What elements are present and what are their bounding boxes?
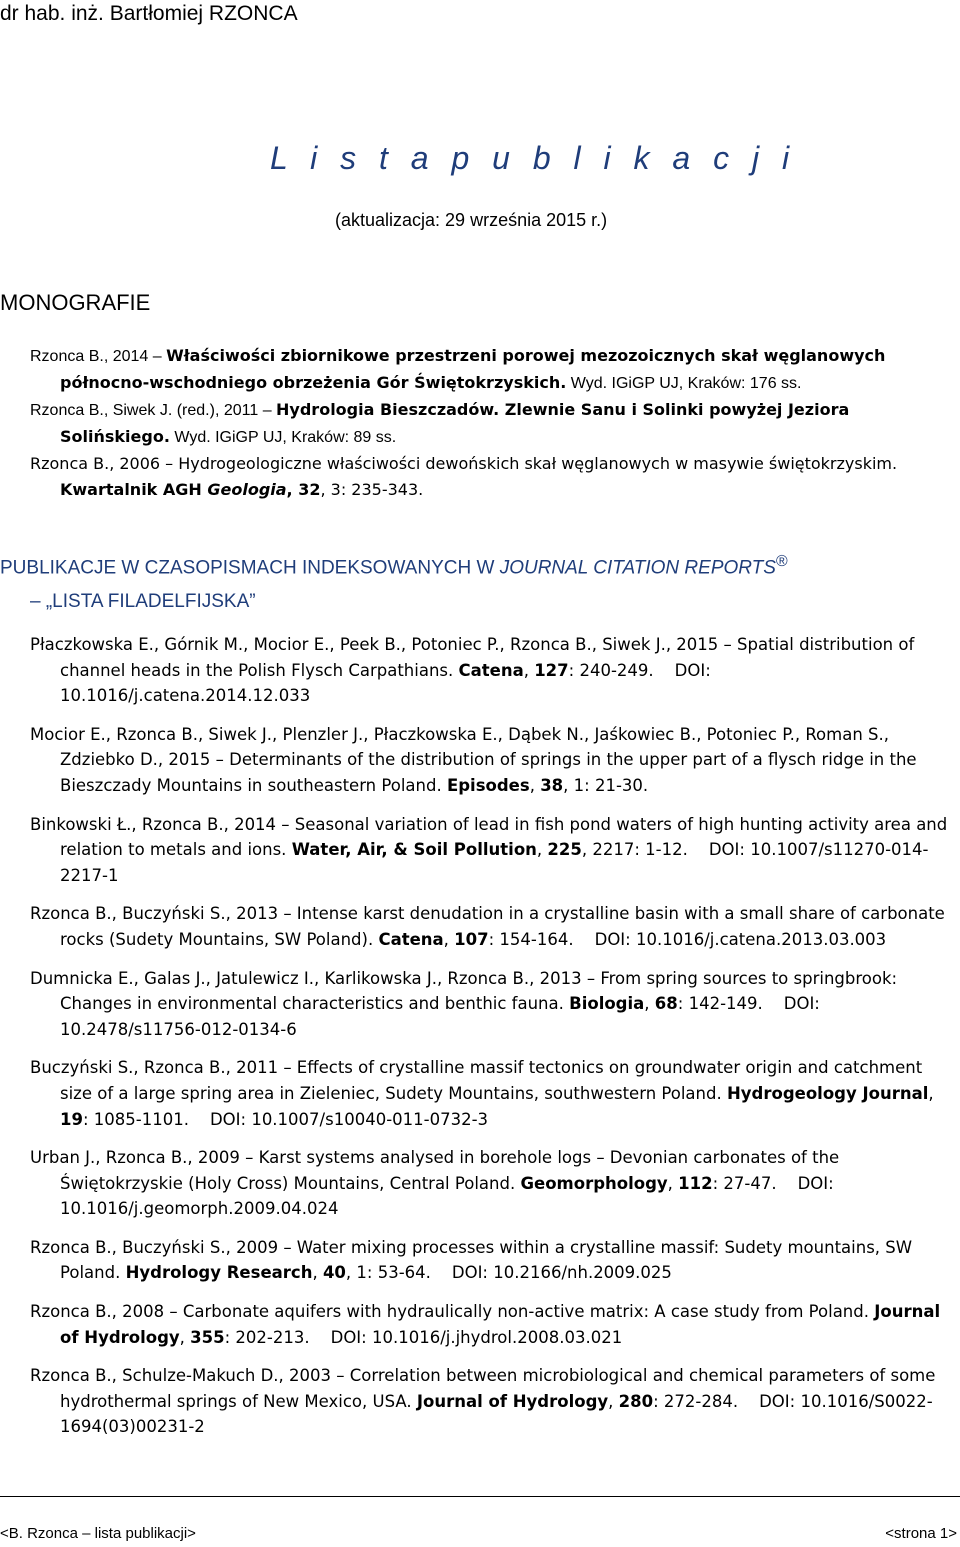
publication-pages: : 202-213. [224,1327,310,1347]
publication-doi: DOI: 10.2478/s11756-012-0134-6 [60,994,820,1039]
entry-pages: , 3: 235-343. [320,480,424,499]
publication-journal: Journal of Hydrology [416,1391,609,1411]
publication-doi: DOI: 10.2166/nh.2009.025 [451,1263,672,1283]
publication-pages: : 240-249. [568,660,654,680]
publication-text: Rzonca B., 2008 – Carbonate aquifers with hydraulically non-active matrix: A case study from Poland. [30,1302,869,1322]
entry-text: Rzonca B., 2006 – Hydrogeologiczne właściwości dewońskich skał węglanowych w masywie świętokrzyskim. [30,454,898,473]
publication-doi: DOI: 10.1016/j.catena.2014.12.033 [60,660,711,706]
list-item [30,397,955,451]
publication-text: Rzonca B., Buczyński S., 2013 – Intense karst denudation in a crystalline basin with a small share of carbonate rocks (Sudety Mountains, SW Poland). [30,904,945,949]
publication-doi: DOI: 10.1016/j.catena.2013.03.003 [594,929,887,949]
publication-volume: 68 [654,994,678,1014]
footer-left: <B. Rzonca – lista publikacji> [0,1525,196,1542]
publication-journal: Catena [458,660,524,680]
publication-pages: , 1: 21-30. [563,775,649,795]
publication-doi: DOI: 10.1016/j.geomorph.2009.04.024 [60,1173,834,1219]
publication-pages: : 154-164. [488,929,574,949]
update-date: (aktualizacja: 29 września 2015 r.) [335,210,608,230]
entry-authors: Rzonca B., 2014 – [30,348,167,365]
publication-item: Dumnicka E., Galas J., Jatulewicz I., Karlikowska J., Rzonca B., 2013 – From spring sources to springbrook: Changes in environmental characteristics and benthic fauna. Biologia, 68: 142-149. DOI: 10.2478/s11756-012-0134-6 [30,968,898,1039]
publication-volume: 280 [618,1391,654,1411]
publication-doi: DOI: 10.1016/S0022-1694(03)00231-2 [60,1391,933,1437]
publication-volume: 38 [540,775,564,795]
publication-journal: Hydrogeology Journal [726,1083,929,1103]
publication-volume: 40 [322,1263,346,1283]
section-heading-jcr: PUBLIKACJE W CZASOPISMACH INDEKSOWANYCH W JOURNAL CITATION REPORTS® – „LISTA FILADELFIJSKA” [0,553,788,613]
publication-text: Rzonca B., Buczyński S., 2009 – Water mixing processes within a crystalline massif: Sudety mountains, SW Poland. [30,1237,913,1283]
publication-item: Mocior E., Rzonca B., Siwek J., Plenzler J., Płaczkowska E., Dąbek N., Jaśkowiec B., Potoniec P., Roman S., Zdziebko D., 2015 – Determinants of the distribution of springs in the upper part of a flysch ridge in the Bieszczady Mountains in southeastern Poland. Episodes, 38, 1: 21-30. [30,724,917,795]
publication-journal: Biologia [569,994,645,1014]
publication-volume: 225 [547,840,582,860]
publications-list [30,632,955,1453]
publication-pages: : 27-47. [712,1173,777,1193]
publication-pages: : 1085-1101. [82,1109,189,1129]
publication-item: Binkowski Ł., Rzonca B., 2014 – Seasonal variation of lead in fish pond waters of high hunting activity area and relation to metals and ions. Water, Air, & Soil Pollution, 225, 2217: 1-12. DOI: 10.1007/s11270-014-2217-1 [30,814,948,885]
entry-title: Hydrologia Bieszczadów. Zlewnie Sanu i Solinki powyżej Jeziora Solińskiego. [60,400,850,446]
publication-doi: DOI: 10.1007/s10040-011-0732-3 [209,1109,489,1129]
list-item [30,343,955,397]
publication-doi: DOI: 10.1007/s11270-014-2217-1 [60,840,929,885]
publication-journal: Catena [378,929,444,949]
section-heading-monografie: MONOGRAFIE [0,290,151,315]
publication-volume: 107 [454,929,489,949]
publication-text: Dumnicka E., Galas J., Jatulewicz I., Karlikowska J., Rzonca B., 2013 – From spring sources to springbrook: Changes in environmental characteristics and benthic fauna. [30,968,898,1014]
publication-item: Rzonca B., Buczyński S., 2009 – Water mixing processes within a crystalline massif: Sudety mountains, SW Poland. Hydrology Research, 40, 1: 53-64. DOI: 10.2166/nh.2009.025 [30,1237,913,1283]
publication-item: Buczyński S., Rzonca B., 2011 – Effects of crystalline massif tectonics on groundwater origin and catchment size of a large spring area in Zieleniec, Sudety Mountains, southwestern Poland. Hydrogeology Journal, 19: 1085-1101. DOI: 10.1007/s10040-011-0732-3 [30,1058,934,1129]
publication-pages: , 2217: 1-12. [581,840,688,860]
entry-publisher: Wyd. IGiGP UJ, Kraków: 176 ss. [566,375,802,392]
entry-volume: , 32 [286,480,321,499]
publication-journal: Episodes [446,775,530,795]
publication-text: Buczyński S., Rzonca B., 2011 – Effects of crystalline massif tectonics on groundwater origin and catchment size of a large spring area in Zieleniec, Sudety Mountains, southwestern Poland. [30,1058,923,1103]
publication-volume: 19 [60,1109,83,1129]
publication-text: Binkowski Ł., Rzonca B., 2014 – Seasonal variation of lead in fish pond waters of high hunting activity area and relation to metals and ions. [30,814,948,860]
footer-rule [0,1496,960,1497]
publication-doi: DOI: 10.1016/j.jhydrol.2008.03.021 [330,1327,623,1347]
publication-item: Rzonca B., 2008 – Carbonate aquifers with hydraulically non-active matrix: A case study from Poland. Journal of Hydrology, 355: 202-213. DOI: 10.1016/j.jhydrol.2008.03.021 [30,1302,941,1347]
publication-text: Urban J., Rzonca B., 2009 – Karst systems analysed in borehole logs – Devonian carbonates of the Świętokrzyskie (Holy Cross) Mountains, Central Poland. [30,1148,840,1193]
publication-volume: 112 [678,1173,713,1193]
publication-text: Płaczkowska E., Górnik M., Mocior E., Peek B., Potoniec P., Rzonca B., Siwek J., 2015 – Spatial distribution of channel heads in the Polish Flysch Carpathians. [30,635,915,680]
page-header-author: dr hab. inż. Bartłomiej RZONCA [0,2,298,25]
registered-mark-icon: ® [775,553,788,570]
entry-journal-italic: Geologia [207,480,287,499]
publication-pages: : 142-149. [677,994,763,1014]
entry-publisher: Wyd. IGiGP UJ, Kraków: 89 ss. [169,429,397,446]
page-title: L i s t a p u b l i k a c j i [270,140,797,176]
publication-journal: Journal of Hydrology [60,1302,941,1347]
list-item [30,451,955,503]
publication-journal: Water, Air, & Soil Pollution [291,840,537,860]
publication-pages: : 272-284. [653,1391,739,1411]
monografie-list [30,343,955,503]
publication-item: Płaczkowska E., Górnik M., Mocior E., Peek B., Potoniec P., Rzonca B., Siwek J., 2015 – Spatial distribution of channel heads in the Polish Flysch Carpathians. Catena, 127: 240-249. DOI: 10.1016/j.catena.2014.12.033 [30,635,915,706]
footer-page-number: <strona 1> [885,1525,957,1542]
publication-item: Rzonca B., Schulze-Makuch D., 2003 – Correlation between microbiological and chemical parameters of some hydrothermal springs of New Mexico, USA. Journal of Hydrology, 280: 272-284. DOI: 10.1016/S0022-1694(03)00231-2 [30,1366,936,1437]
publication-volume: 355 [190,1327,225,1347]
entry-authors: Rzonca B., Siwek J. (red.), 2011 – [30,402,277,419]
publication-text: Mocior E., Rzonca B., Siwek J., Plenzler J., Płaczkowska E., Dąbek N., Jaśkowiec B., Potoniec P., Roman S., Zdziebko D., 2015 – Determinants of the distribution of springs in the upper part of a flysch ridge in the Bieszczady Mountains in southeastern Poland. [30,724,917,795]
entry-title: Właściwości zbiornikowe przestrzeni porowej mezozoicznych skał węglanowych północno-wschodniego obrzeżenia Gór Świętokrzyskich. [60,346,886,392]
publication-item: Rzonca B., Buczyński S., 2013 – Intense karst denudation in a crystalline basin with a small share of carbonate rocks (Sudety Mountains, SW Poland). Catena, 107: 154-164. DOI: 10.1016/j.catena.2013.03.003 [30,904,945,949]
publication-journal: Geomorphology [520,1173,668,1193]
publication-text: Rzonca B., Schulze-Makuch D., 2003 – Correlation between microbiological and chemical parameters of some hydrothermal springs of New Mexico, USA. [30,1366,936,1411]
publication-volume: 127 [534,660,569,680]
entry-journal: Kwartalnik AGH [60,480,208,499]
publication-pages: , 1: 53-64. [345,1263,431,1283]
publication-item: Urban J., Rzonca B., 2009 – Karst systems analysed in borehole logs – Devonian carbonates of the Świętokrzyskie (Holy Cross) Mountains, Central Poland. Geomorphology, 112: 27-47. DOI: 10.1016/j.geomorph.2009.04.024 [30,1148,840,1219]
publication-journal: Hydrology Research [125,1263,313,1283]
